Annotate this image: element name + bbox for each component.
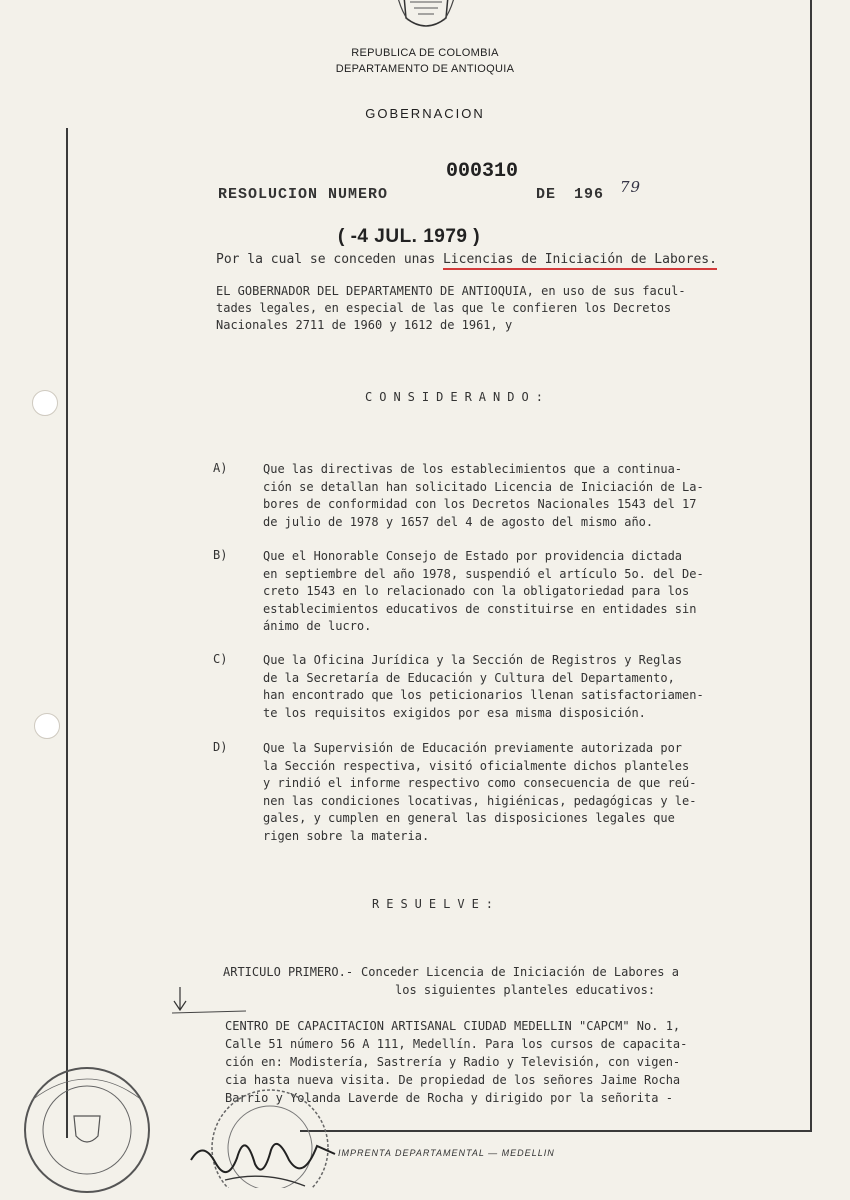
clause-text bbox=[263, 652, 704, 722]
clause-letter: C) bbox=[213, 652, 228, 666]
clause-line: de la Secretaría de Educación y Cultura del Departamento, bbox=[263, 670, 675, 685]
header-office: GOBERNACION bbox=[365, 106, 485, 121]
article-line: Conceder Licencia de Iniciación de Labores a bbox=[361, 965, 679, 979]
clause-letter: A) bbox=[213, 461, 228, 475]
resolution-label: RESOLUCION NUMERO bbox=[218, 186, 389, 203]
clause-line: te los requisitos exigidos por esa misma disposición. bbox=[263, 705, 646, 720]
clause-line: creto 1543 en lo relacionado con la obligatoriedad para los bbox=[263, 584, 690, 598]
clause-line: ánimo de lucro. bbox=[263, 619, 372, 633]
establishment-line: Barrio y Yolanda Laverde de Rocha y dirigido por la señorita - bbox=[225, 1091, 673, 1105]
official-stamp-icon bbox=[12, 1060, 162, 1200]
clause-text bbox=[263, 548, 704, 636]
punch-hole-lower bbox=[34, 713, 60, 739]
purpose-statement bbox=[216, 251, 717, 268]
intro-paragraph bbox=[216, 283, 686, 334]
punch-hole-upper bbox=[32, 390, 58, 416]
printer-footer: IMPRENTA DEPARTAMENTAL — MEDELLIN bbox=[338, 1148, 555, 1158]
purpose-prefix: Por la cual se conceden unas bbox=[216, 252, 443, 267]
resolution-number: 000310 bbox=[446, 160, 519, 183]
clause-line: establecimientos educativos de constituirse en entidades sin bbox=[263, 601, 697, 616]
margin-arrow-mark-icon bbox=[168, 985, 248, 1015]
margin-rule-left bbox=[66, 128, 68, 1138]
establishment-line: CENTRO DE CAPACITACION ARTISANAL CIUDAD MEDELLIN "CAPCM" No. 1, bbox=[225, 1019, 681, 1033]
establishment-line: ción en: Modistería, Sastrería y Radio y Televisión, con vigen- bbox=[225, 1055, 681, 1069]
clause-line: Que el Honorable Consejo de Estado por providencia dictada bbox=[263, 549, 683, 563]
clause-line: nen las condiciones locativas, higiénicas, pedagógicas y le- bbox=[263, 793, 697, 808]
intro-line: EL GOBERNADOR DEL DEPARTAMENTO DE ANTIOQUIA, en uso de sus facul- bbox=[216, 284, 686, 298]
handwritten-signature-icon bbox=[185, 1120, 345, 1195]
margin-rule-bottom bbox=[300, 1130, 812, 1132]
clause-letter: D) bbox=[213, 740, 228, 754]
considerando-heading: CONSIDERANDO: bbox=[365, 390, 550, 404]
date-stamp: ( -4 JUL. 1979 ) bbox=[338, 226, 481, 247]
article-first bbox=[223, 963, 679, 999]
clause-line: de julio de 1978 y 1657 del 4 de agosto del mismo año. bbox=[263, 514, 654, 529]
resolution-line bbox=[218, 160, 658, 210]
clause-line: han encontrado que los peticionarios llenan satisfactoriamen- bbox=[263, 688, 704, 702]
clause-letter: B) bbox=[213, 548, 228, 562]
article-label: ARTICULO PRIMERO.- bbox=[223, 965, 354, 979]
clause-line: bores de conformidad con los Decretos Nacionales 1543 del 17 bbox=[263, 497, 697, 511]
resolution-year-handwritten: 79 bbox=[620, 178, 642, 196]
header-department: DEPARTAMENTO DE ANTIOQUIA bbox=[335, 63, 515, 75]
clause-line: Que las directivas de los establecimientos que a continua- bbox=[263, 462, 683, 476]
margin-rule-right bbox=[810, 0, 812, 1130]
clause-line: Que la Supervisión de Educación previamente autorizada por bbox=[263, 741, 683, 755]
clause-text bbox=[263, 461, 704, 531]
clause-line: en septiembre del año 1978, suspendió el artículo 5o. del De- bbox=[263, 566, 704, 581]
clause-line: gales, y cumplen en general las disposiciones legales que bbox=[263, 811, 675, 825]
intro-line: tades legales, en especial de las que le confieren los Decretos bbox=[216, 301, 672, 315]
establishment-line: cia hasta nueva visita. De propiedad de los señores Jaime Rocha bbox=[225, 1073, 681, 1087]
resuelve-heading: RESUELVE: bbox=[372, 897, 501, 911]
clause-line: rigen sobre la materia. bbox=[263, 828, 430, 843]
intro-line: Nacionales 2711 de 1960 y 1612 de 1961, y bbox=[216, 318, 513, 332]
clause-text bbox=[263, 740, 696, 845]
establishment-line: Calle 51 número 56 A 111, Medellín. Para los cursos de capacita- bbox=[225, 1037, 688, 1051]
resolution-de-label: DE bbox=[536, 186, 557, 203]
clause-line: la Sección respectiva, visitó oficialmente dichos planteles bbox=[263, 758, 690, 773]
coat-of-arms-seal-icon bbox=[396, 0, 456, 36]
clause-line: y rindió el informe respectivo como consecuencia de que reú- bbox=[263, 776, 697, 790]
purpose-underlined: Licencias de Iniciación de Labores. bbox=[443, 252, 717, 270]
resolution-year-printed: 196 bbox=[574, 186, 605, 203]
article-line: los siguientes planteles educativos: bbox=[395, 983, 656, 997]
header-country: REPUBLICA DE COLOMBIA bbox=[351, 47, 499, 59]
clause-line: Que la Oficina Jurídica y la Sección de Registros y Reglas bbox=[263, 653, 683, 667]
clause-line: ción se detallan han solicitado Licencia de Iniciación de La- bbox=[263, 479, 704, 494]
